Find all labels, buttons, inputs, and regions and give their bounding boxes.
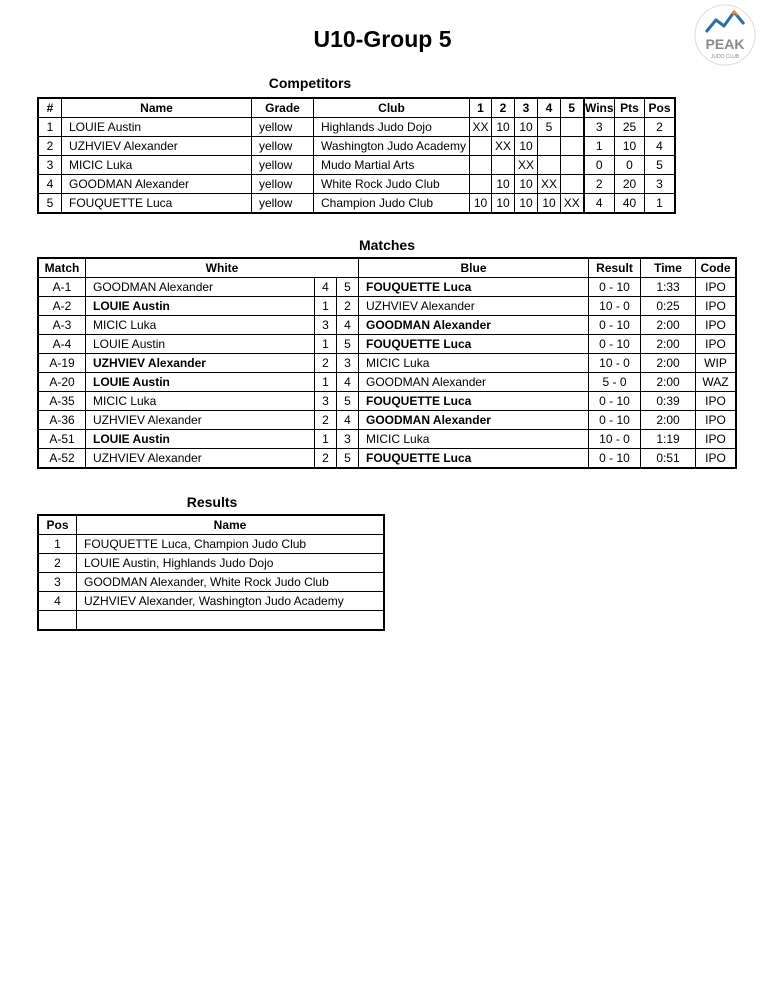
- competitor-wins: 2: [584, 175, 615, 194]
- result-pos: 3: [39, 573, 77, 592]
- white-competitor: LOUIE Austin: [86, 297, 315, 316]
- blue-number: 2: [337, 297, 359, 316]
- white-number: 1: [315, 297, 337, 316]
- score-cell: 10: [470, 194, 492, 213]
- result-row: [39, 573, 384, 592]
- competitor-grade: yellow: [252, 175, 314, 194]
- results-heading: Results: [186, 494, 238, 510]
- col-header-pos: Pos: [645, 99, 675, 118]
- score-cell: 5: [538, 118, 561, 137]
- col-header-num: #: [39, 99, 62, 118]
- col-header-score-3: 3: [515, 99, 538, 118]
- match-row: [39, 392, 736, 411]
- match-code: IPO: [696, 278, 736, 297]
- competitor-pos: 5: [645, 156, 675, 175]
- match-code: IPO: [696, 316, 736, 335]
- match-row: [39, 430, 736, 449]
- blue-number: 5: [337, 449, 359, 468]
- svg-text:PEAK: PEAK: [705, 36, 745, 52]
- blue-competitor: GOODMAN Alexander: [359, 373, 589, 392]
- score-cell: [561, 175, 584, 194]
- match-row: [39, 411, 736, 430]
- blue-competitor: FOUQUETTE Luca: [359, 335, 589, 354]
- competitor-row: [39, 137, 675, 156]
- matches-header-row: [39, 259, 736, 278]
- result-row: [39, 554, 384, 573]
- match-time: 2:00: [641, 354, 696, 373]
- blue-number: 5: [337, 278, 359, 297]
- match-code: IPO: [696, 411, 736, 430]
- blue-number: 5: [337, 335, 359, 354]
- white-number: 3: [315, 392, 337, 411]
- results-table: [38, 515, 384, 630]
- blue-competitor: FOUQUETTE Luca: [359, 449, 589, 468]
- score-cell: XX: [561, 194, 584, 213]
- score-cell: [561, 137, 584, 156]
- competitor-wins: 0: [584, 156, 615, 175]
- score-cell: [561, 118, 584, 137]
- competitor-club: White Rock Judo Club: [314, 175, 470, 194]
- match-id: A-3: [39, 316, 86, 335]
- match-id: A-36: [39, 411, 86, 430]
- competitor-pos: 1: [645, 194, 675, 213]
- match-id: A-52: [39, 449, 86, 468]
- competitor-num: 5: [39, 194, 62, 213]
- results-header-row: [39, 516, 384, 535]
- white-number: 2: [315, 354, 337, 373]
- match-time: 2:00: [641, 316, 696, 335]
- score-cell: 10: [515, 194, 538, 213]
- competitor-name: LOUIE Austin: [62, 118, 252, 137]
- score-cell: 10: [538, 194, 561, 213]
- match-time: 2:00: [641, 411, 696, 430]
- result-row: [39, 535, 384, 554]
- match-result: 0 - 10: [589, 449, 641, 468]
- col-header-white: White: [86, 259, 359, 278]
- col-header-grade: Grade: [252, 99, 314, 118]
- competitor-name: MICIC Luka: [62, 156, 252, 175]
- match-result: 5 - 0: [589, 373, 641, 392]
- blue-competitor: MICIC Luka: [359, 354, 589, 373]
- score-cell: [492, 156, 515, 175]
- match-time: 0:51: [641, 449, 696, 468]
- match-code: IPO: [696, 335, 736, 354]
- match-row: [39, 278, 736, 297]
- col-header-time: Time: [641, 259, 696, 278]
- blue-competitor: FOUQUETTE Luca: [359, 278, 589, 297]
- competitor-grade: yellow: [252, 137, 314, 156]
- match-id: A-35: [39, 392, 86, 411]
- score-cell: [538, 156, 561, 175]
- white-number: 2: [315, 449, 337, 468]
- match-result: 0 - 10: [589, 278, 641, 297]
- blue-competitor: GOODMAN Alexander: [359, 411, 589, 430]
- col-header-name: Name: [62, 99, 252, 118]
- match-row: [39, 316, 736, 335]
- competitor-club: Highlands Judo Dojo: [314, 118, 470, 137]
- col-header-code: Code: [696, 259, 736, 278]
- score-cell: [470, 137, 492, 156]
- col-header-score-4: 4: [538, 99, 561, 118]
- score-cell: 10: [492, 175, 515, 194]
- white-number: 2: [315, 411, 337, 430]
- match-result: 0 - 10: [589, 335, 641, 354]
- white-competitor: UZHVIEV Alexander: [86, 449, 315, 468]
- result-name: [77, 611, 384, 630]
- match-time: 0:39: [641, 392, 696, 411]
- white-number: 4: [315, 278, 337, 297]
- result-row: [39, 611, 384, 630]
- match-code: IPO: [696, 297, 736, 316]
- match-time: 2:00: [641, 373, 696, 392]
- competitors-header-row: [39, 99, 675, 118]
- competitors-heading: Competitors: [268, 75, 352, 91]
- competitor-row: [39, 156, 675, 175]
- blue-number: 4: [337, 373, 359, 392]
- match-result: 0 - 10: [589, 392, 641, 411]
- white-number: 1: [315, 335, 337, 354]
- white-number: 1: [315, 373, 337, 392]
- blue-competitor: UZHVIEV Alexander: [359, 297, 589, 316]
- col-header-name: Name: [77, 516, 384, 535]
- competitor-pts: 20: [615, 175, 645, 194]
- competitor-num: 2: [39, 137, 62, 156]
- white-competitor: LOUIE Austin: [86, 430, 315, 449]
- blue-competitor: GOODMAN Alexander: [359, 316, 589, 335]
- match-row: [39, 449, 736, 468]
- white-competitor: LOUIE Austin: [86, 335, 315, 354]
- competitor-name: UZHVIEV Alexander: [62, 137, 252, 156]
- match-id: A-1: [39, 278, 86, 297]
- match-id: A-4: [39, 335, 86, 354]
- competitor-name: GOODMAN Alexander: [62, 175, 252, 194]
- matches-table: [38, 258, 736, 468]
- competitor-club: Mudo Martial Arts: [314, 156, 470, 175]
- match-result: 10 - 0: [589, 297, 641, 316]
- result-pos: [39, 611, 77, 630]
- col-header-pts: Pts: [615, 99, 645, 118]
- result-name: GOODMAN Alexander, White Rock Judo Club: [77, 573, 384, 592]
- competitor-club: Washington Judo Academy: [314, 137, 470, 156]
- score-cell: XX: [470, 118, 492, 137]
- result-pos: 2: [39, 554, 77, 573]
- competitor-name: FOUQUETTE Luca: [62, 194, 252, 213]
- col-header-club: Club: [314, 99, 470, 118]
- result-name: LOUIE Austin, Highlands Judo Dojo: [77, 554, 384, 573]
- match-result: 10 - 0: [589, 430, 641, 449]
- score-cell: 10: [515, 118, 538, 137]
- score-cell: [561, 156, 584, 175]
- col-header-score-1: 1: [470, 99, 492, 118]
- result-pos: 1: [39, 535, 77, 554]
- score-cell: [470, 156, 492, 175]
- blue-competitor: FOUQUETTE Luca: [359, 392, 589, 411]
- competitor-pts: 25: [615, 118, 645, 137]
- white-number: 1: [315, 430, 337, 449]
- white-competitor: MICIC Luka: [86, 392, 315, 411]
- col-header-score-2: 2: [492, 99, 515, 118]
- col-header-score-5: 5: [561, 99, 584, 118]
- blue-number: 5: [337, 392, 359, 411]
- competitor-num: 3: [39, 156, 62, 175]
- blue-number: 3: [337, 354, 359, 373]
- score-cell: XX: [538, 175, 561, 194]
- score-cell: 10: [515, 137, 538, 156]
- match-id: A-19: [39, 354, 86, 373]
- score-cell: [538, 137, 561, 156]
- match-row: [39, 354, 736, 373]
- white-competitor: LOUIE Austin: [86, 373, 315, 392]
- match-time: 2:00: [641, 335, 696, 354]
- competitors-table: [38, 98, 675, 213]
- score-cell: 10: [492, 118, 515, 137]
- competitor-grade: yellow: [252, 194, 314, 213]
- competitor-row: [39, 118, 675, 137]
- result-pos: 4: [39, 592, 77, 611]
- blue-competitor: MICIC Luka: [359, 430, 589, 449]
- matches-heading: Matches: [358, 237, 416, 253]
- match-code: IPO: [696, 449, 736, 468]
- match-result: 0 - 10: [589, 411, 641, 430]
- competitor-pos: 4: [645, 137, 675, 156]
- match-result: 10 - 0: [589, 354, 641, 373]
- match-time: 1:19: [641, 430, 696, 449]
- svg-text:JUDO CLUB: JUDO CLUB: [710, 54, 740, 60]
- match-id: A-20: [39, 373, 86, 392]
- match-result: 0 - 10: [589, 316, 641, 335]
- result-name: FOUQUETTE Luca, Champion Judo Club: [77, 535, 384, 554]
- match-row: [39, 297, 736, 316]
- white-competitor: GOODMAN Alexander: [86, 278, 315, 297]
- competitor-grade: yellow: [252, 156, 314, 175]
- result-row: [39, 592, 384, 611]
- competitor-wins: 4: [584, 194, 615, 213]
- competitor-wins: 3: [584, 118, 615, 137]
- competitor-grade: yellow: [252, 118, 314, 137]
- competitor-pts: 10: [615, 137, 645, 156]
- score-cell: XX: [515, 156, 538, 175]
- match-code: IPO: [696, 430, 736, 449]
- score-cell: XX: [492, 137, 515, 156]
- match-time: 0:25: [641, 297, 696, 316]
- col-header-blue: Blue: [359, 259, 589, 278]
- blue-number: 4: [337, 411, 359, 430]
- competitor-pos: 3: [645, 175, 675, 194]
- score-cell: [470, 175, 492, 194]
- competitor-wins: 1: [584, 137, 615, 156]
- white-competitor: UZHVIEV Alexander: [86, 354, 315, 373]
- match-id: A-51: [39, 430, 86, 449]
- match-code: WIP: [696, 354, 736, 373]
- competitor-pts: 0: [615, 156, 645, 175]
- match-code: IPO: [696, 392, 736, 411]
- competitor-num: 1: [39, 118, 62, 137]
- col-header-match: Match: [39, 259, 86, 278]
- white-competitor: UZHVIEV Alexander: [86, 411, 315, 430]
- white-competitor: MICIC Luka: [86, 316, 315, 335]
- competitor-club: Champion Judo Club: [314, 194, 470, 213]
- col-header-pos: Pos: [39, 516, 77, 535]
- competitor-num: 4: [39, 175, 62, 194]
- blue-number: 3: [337, 430, 359, 449]
- competitor-pts: 40: [615, 194, 645, 213]
- score-cell: 10: [492, 194, 515, 213]
- match-time: 1:33: [641, 278, 696, 297]
- col-header-wins: Wins: [584, 99, 615, 118]
- white-number: 3: [315, 316, 337, 335]
- match-row: [39, 373, 736, 392]
- blue-number: 4: [337, 316, 359, 335]
- score-cell: 10: [515, 175, 538, 194]
- result-name: UZHVIEV Alexander, Washington Judo Academy: [77, 592, 384, 611]
- competitor-pos: 2: [645, 118, 675, 137]
- col-header-result: Result: [589, 259, 641, 278]
- page-title: U10-Group 5: [313, 26, 452, 52]
- match-row: [39, 335, 736, 354]
- competitor-row: [39, 194, 675, 213]
- match-id: A-2: [39, 297, 86, 316]
- competitor-row: [39, 175, 675, 194]
- match-code: WAZ: [696, 373, 736, 392]
